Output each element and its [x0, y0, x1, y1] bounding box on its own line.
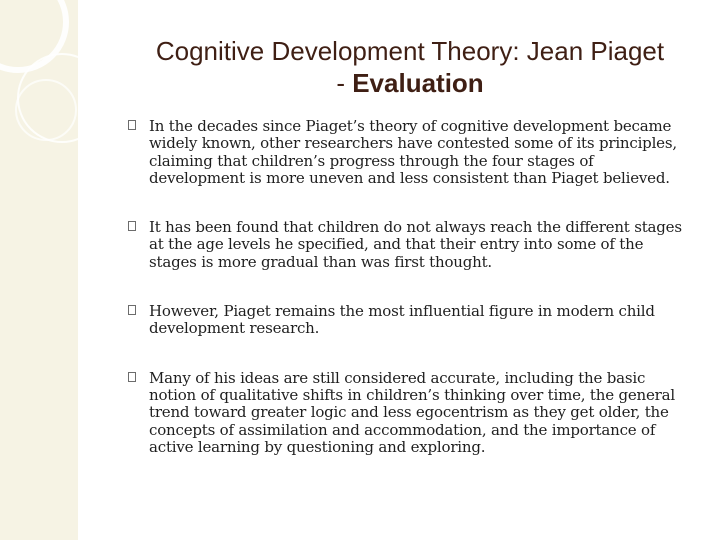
decorative-circle-small: [16, 80, 76, 140]
bullet-item: [128, 370, 684, 456]
slide-subtitle: [110, 68, 710, 99]
bullet-text: However, Piaget remains the most influential figure in modern child development research.: [149, 302, 655, 338]
bullet-marker-icon: [128, 372, 136, 382]
bullet-marker-icon: [128, 221, 136, 231]
slide-subtitle-emphasis: Evaluation: [352, 68, 484, 98]
decorative-circle-large: [0, 0, 66, 70]
bullet-text: Many of his ideas are still considered accurate, including the basic notion of qualitative shifts in children’s thinking over time, the general trend toward greater logic and less egocentrism as they get older, the concepts of assimilation and accommodation, and the importance of active learning by questioning and exploring.: [149, 368, 675, 456]
bullet-item: [128, 219, 684, 271]
bullet-list: [128, 118, 684, 488]
decorative-circle-outline: [18, 54, 106, 142]
bullet-text: In the decades since Piaget’s theory of cognitive development became widely known, other researchers have contested some of its principles, claiming that children’s progress through the four stages of development is more uneven and less consistent than Piaget believed.: [149, 117, 677, 187]
slide-title-main: Cognitive Development Theory: Jean Piaget: [155, 36, 665, 66]
bullet-marker-icon: [128, 120, 136, 130]
bullet-item: [128, 118, 684, 187]
slide-subtitle-prefix: -: [336, 68, 353, 98]
bullet-text: It has been found that children do not always reach the different stages at the age levels he specified, and that their entry into some of the stages is more gradual than was first thought.: [149, 218, 682, 271]
bullet-item: [128, 303, 684, 338]
decorative-circles: [0, 0, 120, 180]
slide-title: [110, 36, 710, 67]
bullet-marker-icon: [128, 305, 136, 315]
